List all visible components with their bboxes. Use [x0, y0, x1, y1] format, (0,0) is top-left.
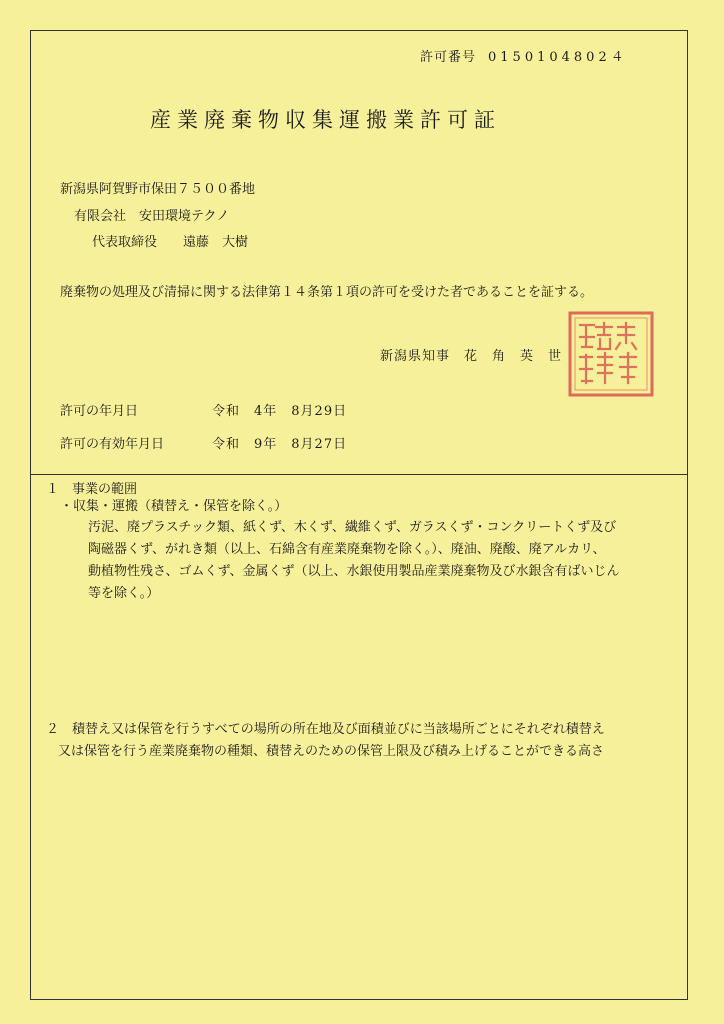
section1-subheading: ・収集・運搬（積替え・保管を除く。）: [60, 499, 288, 514]
official-seal-stamp: [566, 309, 656, 399]
section1-line: 陶磁器くず、がれき類（以上、石綿含有産業廃棄物を除く。）、廃油、廃酸、廃アルカリ、: [88, 542, 606, 557]
section2-line: 又は保管を行う産業廃棄物の種類、積替えのための保管上限及び積み上げることができる高さ: [58, 744, 605, 759]
section1-heading: １ 事業の範囲: [46, 482, 138, 497]
document-title: 産業廃棄物収集運搬業許可証: [150, 108, 501, 132]
section2-line: ２ 積替え又は保管を行うすべての場所の所在地及び面積並びに当該場所ごとにそれぞれ積替え: [46, 722, 605, 737]
section1-line: 動植物性残さ、ゴムくず、金属くず（以上、水銀使用製品産業廃棄物及び水銀含有ばいじん: [88, 564, 620, 579]
section1-line: 汚泥、廃プラスチック類、紙くず、木くず、繊維くず、ガラスくず・コンクリートくず及び: [88, 520, 617, 535]
permit-date-label: 許可の年月日: [60, 404, 139, 419]
expiry-date-label: 許可の有効年月日: [60, 437, 165, 452]
permit-number: 0150104802４: [488, 50, 628, 65]
section-divider: [30, 474, 688, 475]
issuer-name: 新潟県知事 花 角 英 世: [380, 349, 563, 364]
section1-line: 等を除く。）: [88, 586, 160, 601]
holder-address: 新潟県阿賀野市保田７５００番地: [60, 182, 256, 197]
certification-text: 廃棄物の処理及び清掃に関する法律第１４条第１項の許可を受けた者であることを証する。: [60, 285, 594, 300]
permit-number-line: [420, 46, 628, 65]
holder-company: 有限会社 安田環境テクノ: [74, 209, 230, 224]
permit-date-value: 令和 4年 8月29日: [212, 404, 348, 419]
certificate-frame: [30, 30, 688, 1000]
permit-number-label: 許可番号: [420, 50, 477, 65]
expiry-date-value: 令和 9年 8月27日: [212, 437, 348, 452]
holder-representative: 代表取締役 遠藤 大樹: [92, 235, 249, 250]
